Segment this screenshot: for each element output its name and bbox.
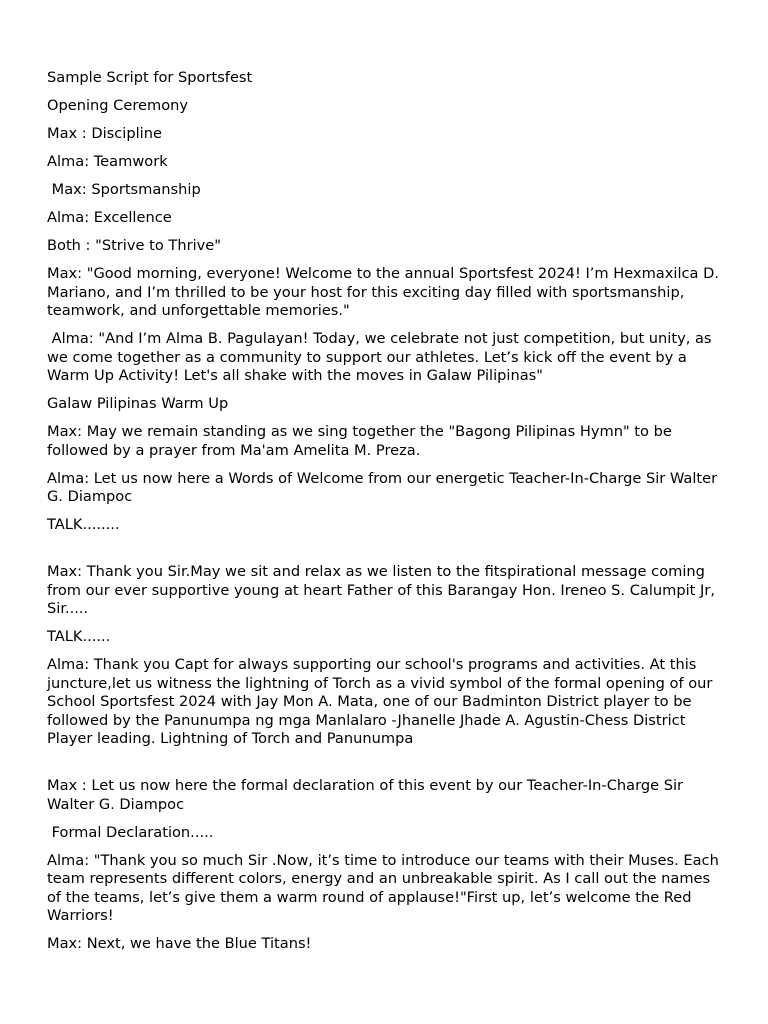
script-line: TALK...... (47, 628, 111, 645)
document-title: Sample Script for Sportsfest (47, 69, 253, 86)
script-line: Alma: Teamwork (47, 153, 168, 170)
section-heading: Opening Ceremony (47, 97, 189, 114)
script-line: Alma: Let us now here a Words of Welcome from our energetic Teacher-In-Charge Sir Walter G. Diampoc (47, 469, 722, 505)
script-line: Max: Sportsmanship (47, 181, 201, 198)
script-line: Alma: Excellence (47, 209, 172, 226)
script-line: Max: May we remain standing as we sing together the "Bagong Pilipinas Hymn" to be followed by a prayer from Ma'am Amelita M. Preza. (47, 423, 677, 459)
script-line: Alma: "And I’m Alma B. Pagulayan! Today, we celebrate not just competition, but unity, as we come together as a community to support our athletes. Let’s kick off the event by a Warm Up Activity! Let's all shake with the moves in Galaw Pilipinas" (47, 330, 717, 384)
script-line: Alma: Thank you Capt for always supporting our school's programs and activities. At this juncture,let us witness the lightning of Torch as a vivid symbol of the formal opening of our School Sportsfest 2024 with Jay Mon A. Mata, one of our Badminton District player to be followed by the Panunumpa ng mga Manlalaro -Jhanelle Jhade A. Agustin-Chess District Player leading. Lightning of Torch and Panunumpa (47, 656, 718, 747)
script-line: Max: Next, we have the Blue Titans! (47, 935, 312, 952)
script-line: Alma: "Thank you so much Sir .Now, it’s time to introduce our teams with their Muses. Each team represents different colors, energy and an unbreakable spirit. As I call out the names of the teams, let’s give them a warm round of applause!"First up, let’s welcome the Red Warriors! (47, 851, 724, 924)
script-line: Formal Declaration..... (47, 823, 214, 841)
script-line: Max: Thank you Sir.May we sit and relax as we listen to the fitspirational message coming from our ever supportive young at heart Father of this Barangay Hon. Ireneo S. Calumpit Jr, Sir..... (47, 563, 720, 617)
blank-line (47, 544, 728, 563)
script-line: Max: "Good morning, everyone! Welcome to the annual Sportsfest 2024! I’m Hexmaxilca D. Mariano, and I’m thrilled to be your host for this exciting day filled with sportsmanship, teamwork, and unforgettable memories." (47, 265, 724, 319)
script-line: Galaw Pilipinas Warm Up (47, 395, 229, 412)
script-line: Max : Let us now here the formal declaration of this event by our Teacher-In-Charge Sir Walter G. Diampoc (47, 777, 688, 813)
blank-line (47, 758, 728, 777)
script-line: Both : "Strive to Thrive" (47, 237, 221, 254)
script-line: Max : Discipline (47, 125, 162, 142)
script-line: TALK........ (47, 516, 120, 533)
